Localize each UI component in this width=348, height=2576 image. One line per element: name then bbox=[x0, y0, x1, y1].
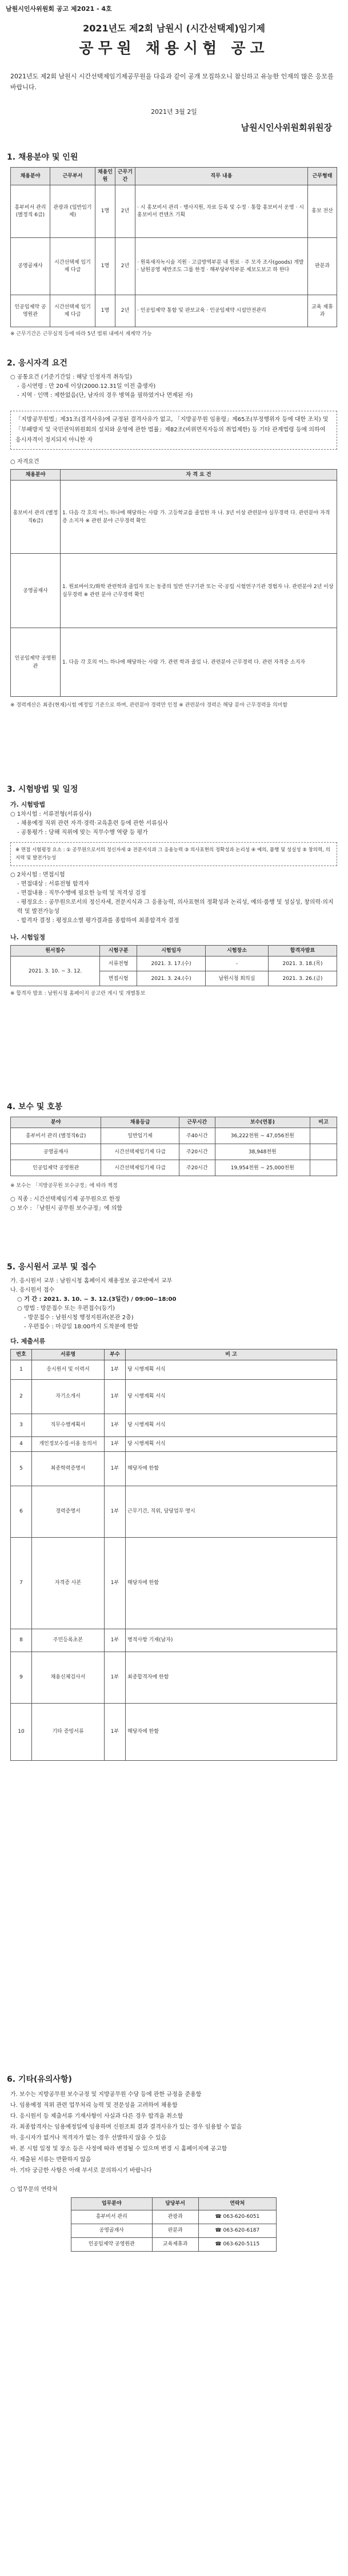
table-cell: 인공임제약 공영원관 bbox=[11, 628, 61, 697]
exam-line: - 합격자 결정 : 평정요소별 평가결과를 종합하여 최종합격자 결정 bbox=[17, 918, 179, 924]
table-cell: 1. 다음 각 호의 어느 하나에 해당하는 사람 가. 고등학교를 졸업한 자 나. 3년 이상 관련분야 실무경력 다. 관련분야 자격증 소지자 ※ 관련 분야 근무경력 확인 bbox=[61, 481, 337, 554]
qualification-subtitle: ○ 자격요건 bbox=[10, 459, 39, 465]
table-header: 시험일자 bbox=[137, 946, 206, 956]
table-cell: 당 시행계획 서식 bbox=[126, 1379, 337, 1414]
table-cell: 흥부비서 관리 (별정직 6급) bbox=[11, 185, 50, 238]
table-cell: 병적사항 기재(남자) bbox=[126, 1629, 337, 1652]
notice-item: 바. 본 시험 일정 및 장소 등은 사정에 따라 변경될 수 있으며 변경 시 홈페이지에 공고함 bbox=[10, 2146, 227, 2152]
table-header: 비 고 bbox=[126, 1349, 337, 1360]
table-cell: 홍보비서 관리 (별정직6급) bbox=[11, 481, 61, 554]
table-row bbox=[11, 956, 337, 971]
contact-table bbox=[71, 2197, 277, 2252]
table-cell: 1부 bbox=[105, 1486, 126, 1537]
table-cell: 자기소개서 bbox=[32, 1379, 105, 1414]
table-header: 근무형태 bbox=[308, 168, 337, 185]
table-row bbox=[11, 1629, 337, 1652]
table-row bbox=[11, 481, 337, 554]
table-cell: 1부 bbox=[105, 1379, 126, 1414]
table-cell: 경력증명서 bbox=[32, 1486, 105, 1537]
documents-subtitle: 다. 제출서류 bbox=[10, 1337, 46, 1345]
application-line: 가. 응시원서 교부 : 남원시청 홈페이지 채용정보 공고란에서 교부 bbox=[10, 1278, 173, 1284]
table-row bbox=[11, 1360, 337, 1379]
table-cell: 10 bbox=[11, 1703, 32, 1760]
table-cell: 교육 제휴과 bbox=[308, 295, 337, 327]
pay-line: ○ 직종 : 시간선택제임기제 공무원으로 한정 bbox=[10, 1196, 121, 1202]
table-row bbox=[11, 295, 337, 327]
table-cell: · 원룩새자녹시술 지원 · 고급방역부분 내 원료 · 주 모자 조사(goods) 개발 · 남원공영 제반조도 그룹 한정 · 해부당부탁부분 제보도보고 하 한다 bbox=[135, 238, 308, 295]
table-cell: 2 bbox=[11, 1379, 32, 1414]
exam-line: - 평정요소 : 공무원으로서의 정신자세, 전문지식과 그 응용능력, 의사표현의 정확성과 논리성, 예의·품행 및 성실성, 창의력·의지력 및 발전가능성 bbox=[17, 899, 334, 915]
title-line-2: 공무원 채용시험 공고 bbox=[79, 40, 269, 58]
table-row bbox=[11, 1537, 337, 1629]
table-cell: - bbox=[206, 956, 269, 971]
table-cell: 판분과 bbox=[152, 2224, 198, 2238]
table-cell: 4 bbox=[11, 1436, 32, 1451]
notice-item: 가. 보수는 지방공무원 보수규정 및 지방공무원 수당 등에 관한 규정을 준용함 bbox=[10, 2091, 202, 2098]
section-3-body bbox=[10, 800, 337, 998]
table-cell: 당 시행계획 서식 bbox=[126, 1414, 337, 1436]
section-2-body bbox=[10, 373, 337, 710]
section-4-body bbox=[10, 1117, 337, 1213]
table-cell: 인공임제약 공영원관 bbox=[11, 1160, 101, 1176]
notice-number: 남원시인사위원회 공고 제2021 - 4호 bbox=[6, 5, 112, 13]
table-header: 담당부서 bbox=[152, 2198, 198, 2210]
table-cell: 공영골재사 bbox=[71, 2224, 153, 2238]
table-row bbox=[11, 1486, 337, 1537]
table-cell: ☎ 063-620-6051 bbox=[198, 2210, 276, 2224]
table-cell: 교육제휴과 bbox=[152, 2238, 198, 2252]
table-cell: 1부 bbox=[105, 1451, 126, 1486]
table-cell: 공영골재사 bbox=[11, 554, 61, 628]
table-header: 근무시간 bbox=[179, 1117, 215, 1128]
section-1-title: 1. 채용분야 및 인원 bbox=[7, 153, 78, 162]
table-cell: 7 bbox=[11, 1537, 32, 1629]
table-cell: 응시원서 및 이력서 bbox=[32, 1360, 105, 1379]
table-row bbox=[11, 1451, 337, 1486]
table-header: 채용분야 bbox=[11, 168, 50, 185]
table-cell: 1부 bbox=[105, 1652, 126, 1703]
contact-subtitle: ○ 업무문의 연락처 bbox=[10, 2186, 58, 2193]
requirement-line: - 응시연령 : 만 20세 이상(2000.12.31일 이전 출생자) bbox=[17, 383, 156, 390]
notice-item: 라. 최종합격자는 임용예정일에 임용하며 신원조회 결과 결격사유가 있는 경우 임용할 수 없음 bbox=[10, 2124, 242, 2130]
table-cell: 1명 bbox=[95, 238, 115, 295]
table-row bbox=[11, 238, 337, 295]
table-cell bbox=[310, 1144, 337, 1160]
table-cell: 주20시간 bbox=[179, 1144, 215, 1160]
notice-date: 2021년 3월 2일 bbox=[151, 108, 197, 116]
table-cell: 2021. 3. 18.(목) bbox=[269, 956, 337, 971]
table-cell: 직무수행계획서 bbox=[32, 1414, 105, 1436]
application-line: ○ 기 간 : 2021. 3. 10. ~ 3. 12.(3일간) / 09:00~18:00 bbox=[17, 1296, 177, 1303]
table-cell: 주20시간 bbox=[179, 1160, 215, 1176]
application-line: - 우편접수 : 마감일 18:00까지 도착분에 한함 bbox=[24, 1324, 138, 1330]
table-cell: 공영골재사 bbox=[11, 1144, 101, 1160]
schedule-table bbox=[10, 945, 337, 986]
table-header: 보수(연봉) bbox=[215, 1117, 310, 1128]
table-cell: 2021. 3. 17.(수) bbox=[137, 956, 206, 971]
documents-table bbox=[10, 1349, 337, 1761]
table-cell: 2년 bbox=[115, 295, 135, 327]
table-cell: 당 시행계획 서식 bbox=[126, 1436, 337, 1451]
section-1-table-wrap bbox=[10, 167, 337, 338]
section-5-title: 5. 응시원서 교부 및 접수 bbox=[7, 1263, 97, 1272]
table-cell: 1명 bbox=[95, 185, 115, 238]
table-cell: 1부 bbox=[105, 1436, 126, 1451]
table-cell: 관광과 (일반임기제) bbox=[50, 185, 95, 238]
table-header: 채용등급 bbox=[101, 1117, 179, 1128]
table-cell: 38,948천원 bbox=[215, 1144, 310, 1160]
table-cell: 인공임제약 공영원관 bbox=[11, 295, 50, 327]
exam-line: - 채용예정 직위 관련 자격·경력·교육훈련 등에 관한 서류심사 bbox=[17, 820, 169, 827]
section-2-title: 2. 응시자격 요건 bbox=[7, 359, 67, 368]
table-cell: 시간선택제임기제 다급 bbox=[101, 1144, 179, 1160]
table-cell: 1. 다음 각 호의 어느 하나에 해당하는 사람 가. 관련 학과 졸업 나. 관련분야 근무경력 다. 관련 자격증 소지자 bbox=[61, 628, 337, 697]
exam-line: - 면접내용 : 직무수행에 필요한 능력 및 적격성 검정 bbox=[17, 890, 146, 897]
table-cell: 8 bbox=[11, 1629, 32, 1652]
table-row bbox=[71, 2224, 277, 2238]
table-cell: 일반임기제 bbox=[101, 1128, 179, 1144]
table-cell: 해당자에 한함 bbox=[126, 1451, 337, 1486]
table-cell: 최종합격자에 한함 bbox=[126, 1652, 337, 1703]
table-cell: 2021. 3. 26.(금) bbox=[269, 971, 337, 986]
table-cell: 판분과 bbox=[308, 238, 337, 295]
section-3-title: 3. 시험방법 및 일정 bbox=[7, 785, 78, 794]
table-cell: 근무기간, 직위, 담당업무 명시 bbox=[126, 1486, 337, 1537]
table-cell: 공영골재사 bbox=[11, 238, 50, 295]
table-header: 자 격 요 건 bbox=[61, 470, 337, 481]
pay-line: ○ 보수 : 「남원시 공무원 보수규정」에 의함 bbox=[10, 1205, 123, 1212]
table-row bbox=[11, 1379, 337, 1414]
section-4-note: ※ 보수는 「지방공무원 보수규정」에 따라 책정 bbox=[10, 1183, 118, 1189]
table-row bbox=[11, 185, 337, 238]
table-cell: 해당자에 한함 bbox=[126, 1537, 337, 1629]
table-cell: 1 bbox=[11, 1360, 32, 1379]
table-cell: 1부 bbox=[105, 1629, 126, 1652]
table-cell: 2년 bbox=[115, 185, 135, 238]
table-cell: 남원시청 회의실 bbox=[206, 971, 269, 986]
table-row bbox=[11, 1703, 337, 1760]
section-2-note: ※ 경력계산은 최종(현재)시험 예정일 기준으로 하며, 관련분야 경력만 인정 ※ 관련분야 경력은 해당 분야 근무경력을 의미함 bbox=[10, 702, 288, 709]
exam-method-subtitle: 가. 시험방법 bbox=[10, 801, 46, 808]
notice-item: 다. 응시원서 등 제출서류 기재사항이 사실과 다른 경우 합격을 취소함 bbox=[10, 2113, 183, 2119]
table-row bbox=[11, 628, 337, 697]
application-line: ○ 방법 : 방문접수 또는 우편접수(등기) bbox=[17, 1305, 115, 1312]
table-cell: 1명 bbox=[95, 295, 115, 327]
table-cell: 1부 bbox=[105, 1414, 126, 1436]
table-row bbox=[11, 1414, 337, 1436]
table-cell: 인공임제약 공영원관 bbox=[71, 2238, 153, 2252]
table-cell: 자격증 사본 bbox=[32, 1537, 105, 1629]
table-header: 원서접수 bbox=[11, 946, 100, 956]
table-header: 비고 bbox=[310, 1117, 337, 1128]
table-cell: 36,222천원 ~ 47,056천원 bbox=[215, 1128, 310, 1144]
section-3-note: ※ 합격자 발표 : 남원시청 홈페이지 공고란 게시 및 개별통보 bbox=[10, 991, 146, 997]
exam-line: ○ 2차시험 : 면접시험 bbox=[10, 872, 65, 879]
pay-table bbox=[10, 1117, 337, 1176]
table-cell: 시간선택제 임기제 다급 bbox=[50, 238, 95, 295]
table-cell: 채용신체검사서 bbox=[32, 1652, 105, 1703]
exam-line: ○ 1차시험 : 서류전형(서류심사) bbox=[10, 811, 92, 817]
title-line-1: 2021년도 제2회 남원시 (시간선택제)임기제 bbox=[83, 23, 265, 34]
title-block bbox=[0, 22, 348, 60]
table-cell: 시간선택제 임기제 다급 bbox=[50, 295, 95, 327]
application-line: - 방문접수 : 남원시청 행정지원과(본관 2층) bbox=[24, 1315, 134, 1321]
table-header: 시험구분 bbox=[100, 946, 137, 956]
section-6-title: 6. 기타(유의사항) bbox=[7, 2075, 72, 2084]
table-cell: ☎ 063-620-6187 bbox=[198, 2224, 276, 2238]
notice-item: 아. 기타 궁금한 사항은 아래 부서로 문의하시기 바랍니다 bbox=[10, 2168, 152, 2174]
table-cell: 기타 증빙서류 bbox=[32, 1703, 105, 1760]
table-cell: 개인정보수집·이용 동의서 bbox=[32, 1436, 105, 1451]
table-cell: 2년 bbox=[115, 238, 135, 295]
table-cell bbox=[310, 1160, 337, 1176]
table-cell: 1. 원료바이오/화학 관련학과 졸업자 또는 동종의 일반 연구기관 또는 국·공립 시험연구기관 경험자 나. 관련분야 2년 이상 실무경력 ※ 관련 분야 근무경력 확인 bbox=[61, 554, 337, 628]
table-header: 시험장소 bbox=[206, 946, 269, 956]
application-line: 나. 응시원서 접수 bbox=[10, 1287, 55, 1293]
table-cell: 최종학력증명서 bbox=[32, 1451, 105, 1486]
table-header: 근무기간 bbox=[115, 168, 135, 185]
table-cell: 당 시행계획 서식 bbox=[126, 1360, 337, 1379]
table-header: 근무부서 bbox=[50, 168, 95, 185]
table-row bbox=[71, 2238, 277, 2252]
table-row bbox=[11, 554, 337, 628]
table-row bbox=[11, 1436, 337, 1451]
table-header: 합격자발표 bbox=[269, 946, 337, 956]
interview-criteria-box: ※ 면접 시험평정 요소 : ① 공무원으로서의 정신자세 ② 전문지식과 그 응용능력 ③ 의사표현의 정확성과 논리성 ④ 예의, 품행 및 성실성 ⑤ 창의력, 의지력 및 발전가능성 bbox=[10, 842, 337, 867]
table-header: 부수 bbox=[105, 1349, 126, 1360]
disqualification-box: 「지방공무원법」제31조(결격사유)에 규정된 결격사유가 없고, 「지방공무원 임용령」제65조(부정행위자 등에 대한 조치) 및 「부패방지 및 국민권익위원회의 설치와 운영에 관한 법률」제82조(비위면직자등의 취업제한) 등 기타 관계법령 등에 의하여 응시자격이 정지되지 아니한 자 bbox=[10, 411, 337, 450]
table-cell: · 시 홍보비서 관리 · 행사지원, 자료 등록 및 수정 · 통합 홍보비서 운영 · 시 홍보비서 컨텐츠 기획 bbox=[135, 185, 308, 238]
table-cell: 흥부비서 관리 (별정직6급) bbox=[11, 1128, 101, 1144]
requirement-line: ○ 공통요건 (기준기간일 : 해당 인정자격 취득일) bbox=[10, 374, 132, 380]
notice-item: 사. 제출된 서류는 반환하지 않음 bbox=[10, 2157, 91, 2163]
table-cell: 1부 bbox=[105, 1360, 126, 1379]
table-cell: 시간선택제임기제 다급 bbox=[101, 1160, 179, 1176]
intro-text: 2021년도 제2회 남원시 시간선택제임기제공무원을 다음과 같이 공개 모집하오니 참신하고 유능한 인재의 많은 응모를 바랍니다. bbox=[10, 73, 334, 91]
table-cell: 주40시간 bbox=[179, 1128, 215, 1144]
table-cell: 6 bbox=[11, 1486, 32, 1537]
table-cell: 홍보 전산 bbox=[308, 185, 337, 238]
table-cell: 2021. 3. 10. ~ 3. 12. bbox=[11, 956, 100, 986]
table-cell: · 인공임제약 통함 및 판보교육 · 인공임제약 시설안전관리 bbox=[135, 295, 308, 327]
table-header: 서류명 bbox=[32, 1349, 105, 1360]
notice-item: 마. 응시자가 없거나 적격자가 없는 경우 선발하지 않을 수 있음 bbox=[10, 2135, 167, 2141]
table-cell: 면접시험 bbox=[100, 971, 137, 986]
table-cell: ☎ 063-620-5115 bbox=[198, 2238, 276, 2252]
table-header: 직무 내용 bbox=[135, 168, 308, 185]
table-cell: 9 bbox=[11, 1652, 32, 1703]
recruitment-table bbox=[10, 167, 337, 327]
exam-line: - 면접대상 : 서류전형 합격자 bbox=[17, 881, 89, 888]
table-row bbox=[11, 1160, 337, 1176]
table-cell: 흥부비서 관리 bbox=[71, 2210, 153, 2224]
section-4-title: 4. 보수 및 호봉 bbox=[7, 1102, 63, 1112]
table-row bbox=[11, 1144, 337, 1160]
section-1-note: ※ 근무기간은 근무실적 등에 따라 5년 범위 내에서 재계약 가능 bbox=[10, 331, 152, 338]
schedule-subtitle: 나. 시험일정 bbox=[10, 934, 46, 942]
table-cell: 주민등록초본 bbox=[32, 1629, 105, 1652]
table-cell: 2021. 3. 24.(수) bbox=[137, 971, 206, 986]
exam-line: - 공통평가 : 당해 직위에 맞는 직무수행 역량 등 평가 bbox=[17, 829, 148, 836]
issuer: 남원시인사위원회위원장 bbox=[241, 122, 332, 133]
table-row bbox=[11, 1128, 337, 1144]
table-header: 번호 bbox=[11, 1349, 32, 1360]
table-row bbox=[71, 2210, 277, 2224]
table-cell: 해당자에 한함 bbox=[126, 1703, 337, 1760]
table-cell: 서류전형 bbox=[100, 956, 137, 971]
qualification-table bbox=[10, 469, 337, 697]
requirement-line: - 지역 · 인맥 : 제한없음(단, 남자의 경우 병역을 필하였거나 면제된 자) bbox=[17, 392, 193, 399]
table-cell: 1부 bbox=[105, 1703, 126, 1760]
table-cell: 3 bbox=[11, 1414, 32, 1436]
section-5-body bbox=[10, 1277, 337, 1761]
table-cell: 5 bbox=[11, 1451, 32, 1486]
table-header: 연락처 bbox=[198, 2198, 276, 2210]
table-row bbox=[11, 1652, 337, 1703]
table-header: 분야 bbox=[11, 1117, 101, 1128]
table-cell: 1부 bbox=[105, 1537, 126, 1629]
table-cell bbox=[310, 1128, 337, 1144]
notice-item: 나. 임용예정 직위 관련 업무처리 능력 및 전문성을 고려하여 채용함 bbox=[10, 2102, 178, 2109]
table-cell: 관광과 bbox=[152, 2210, 198, 2224]
section-6-body bbox=[10, 2089, 337, 2252]
table-header: 업무분야 bbox=[71, 2198, 153, 2210]
table-cell: 19,954천원 ~ 25,000천원 bbox=[215, 1160, 310, 1176]
table-header: 채용인원 bbox=[95, 168, 115, 185]
table-header: 채용분야 bbox=[11, 470, 61, 481]
